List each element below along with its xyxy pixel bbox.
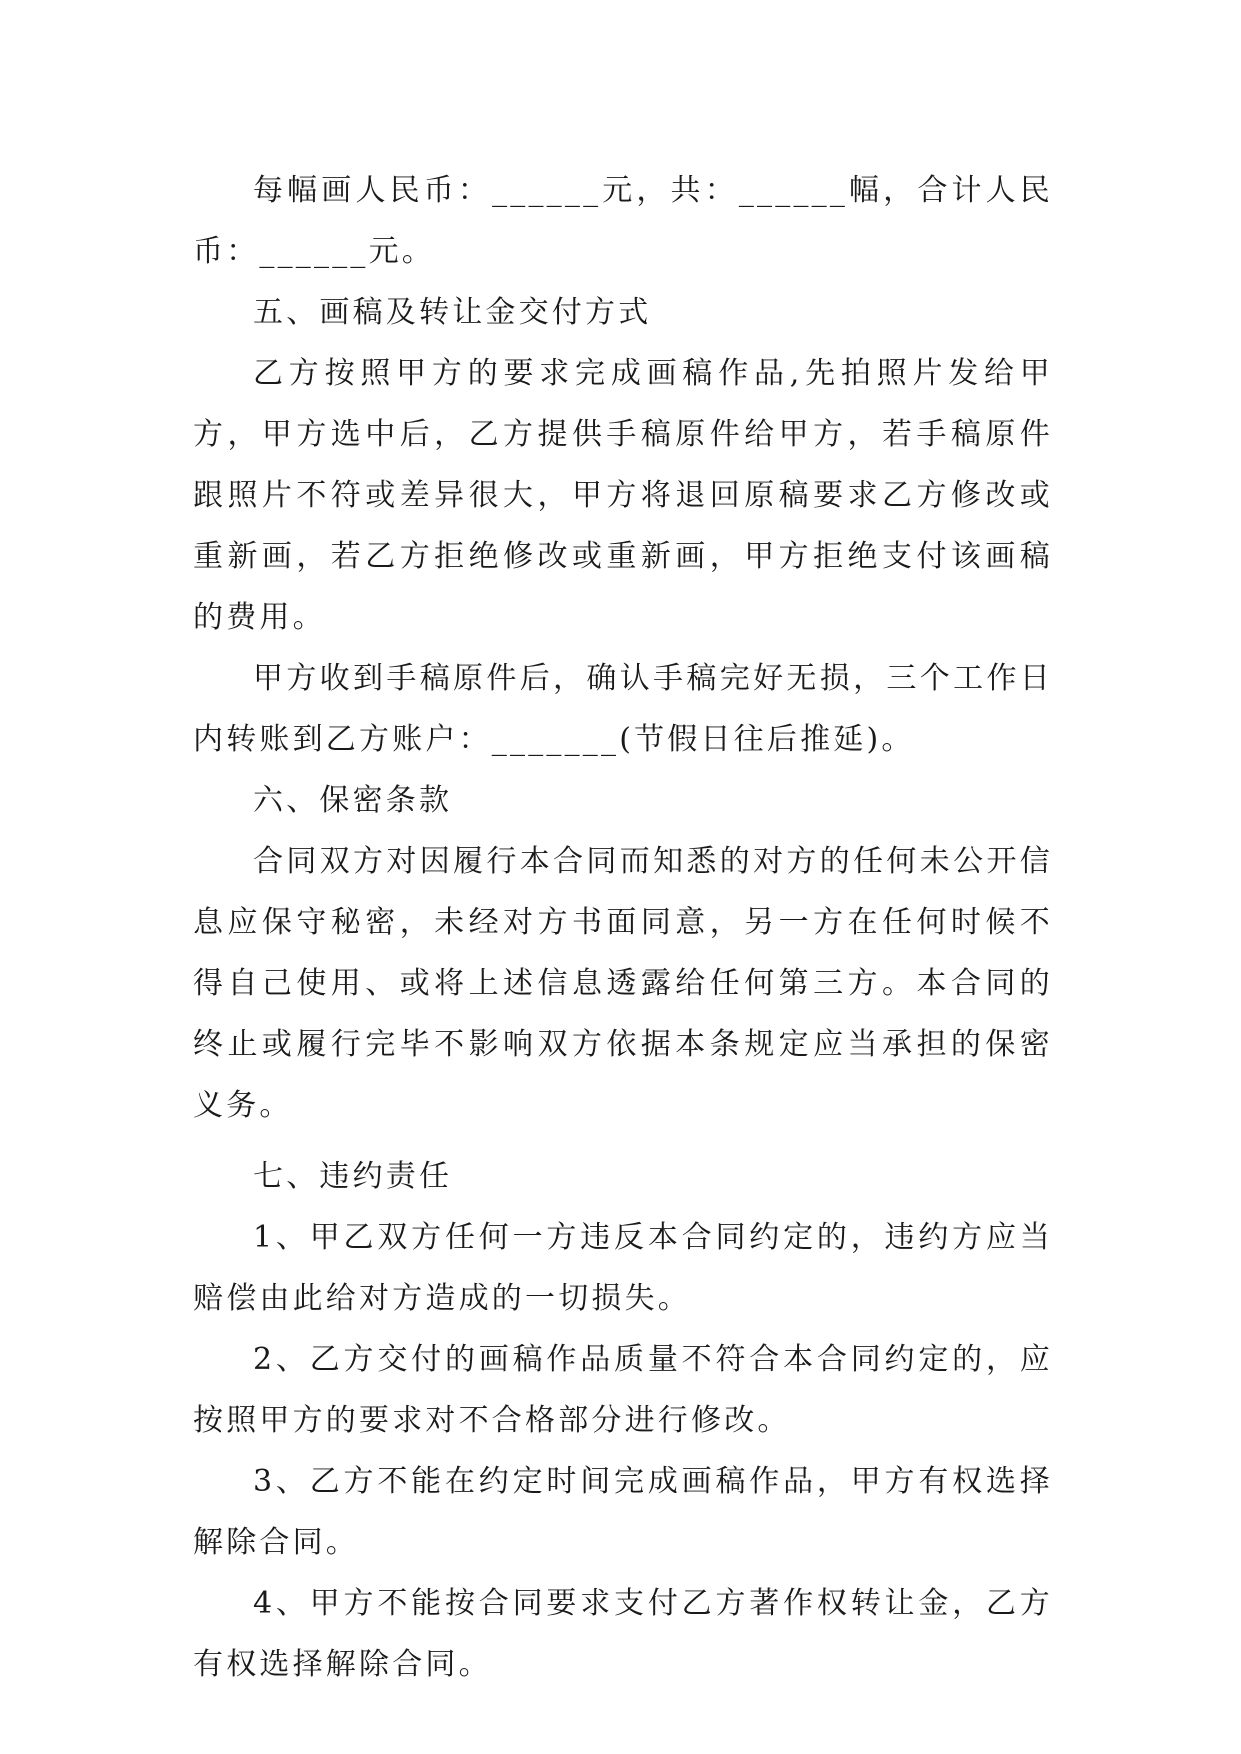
price-line: 每幅画人民币：______元，共：______幅，合计人民币：______元。	[193, 173, 1053, 269]
section-7-item-4: 4、甲方不能按合同要求支付乙方著作权转让金，乙方有权选择解除合同。	[193, 1586, 1053, 1682]
section-5-paragraph-1: 乙方按照甲方的要求完成画稿作品,先拍照片发给甲方，甲方选中后，乙方提供手稿原件给甲方，若手稿原件跟照片不符或差异很大，甲方将退回原稿要求乙方修改或重新画，若乙方拒绝修改或重新画，甲方拒绝支付该画稿的费用。	[193, 356, 1053, 635]
section-7-item-1: 1、甲乙双方任何一方违反本合同约定的，违约方应当赔偿由此给对方造成的一切损失。	[193, 1220, 1053, 1316]
section-5-heading: 五、画稿及转让金交付方式	[253, 295, 652, 330]
section-7-item-2: 2、乙方交付的画稿作品质量不符合本合同约定的，应按照甲方的要求对不合格部分进行修改。	[193, 1342, 1053, 1438]
section-7-heading: 七、违约责任	[253, 1159, 453, 1194]
section-6-heading: 六、保密条款	[253, 783, 453, 818]
section-5-paragraph-2: 甲方收到手稿原件后，确认手稿完好无损，三个工作日内转账到乙方账户：_______(节假日往后推延)。	[193, 661, 1053, 757]
section-6-paragraph-1: 合同双方对因履行本合同而知悉的对方的任何未公开信息应保守秘密，未经对方书面同意，另一方在任何时候不得自己使用、或将上述信息透露给任何第三方。本合同的终止或履行完毕不影响双方依据本条规定应当承担的保密义务。	[193, 844, 1053, 1123]
section-7-item-3: 3、乙方不能在约定时间完成画稿作品，甲方有权选择解除合同。	[193, 1464, 1053, 1560]
document-body	[193, 160, 1053, 1695]
